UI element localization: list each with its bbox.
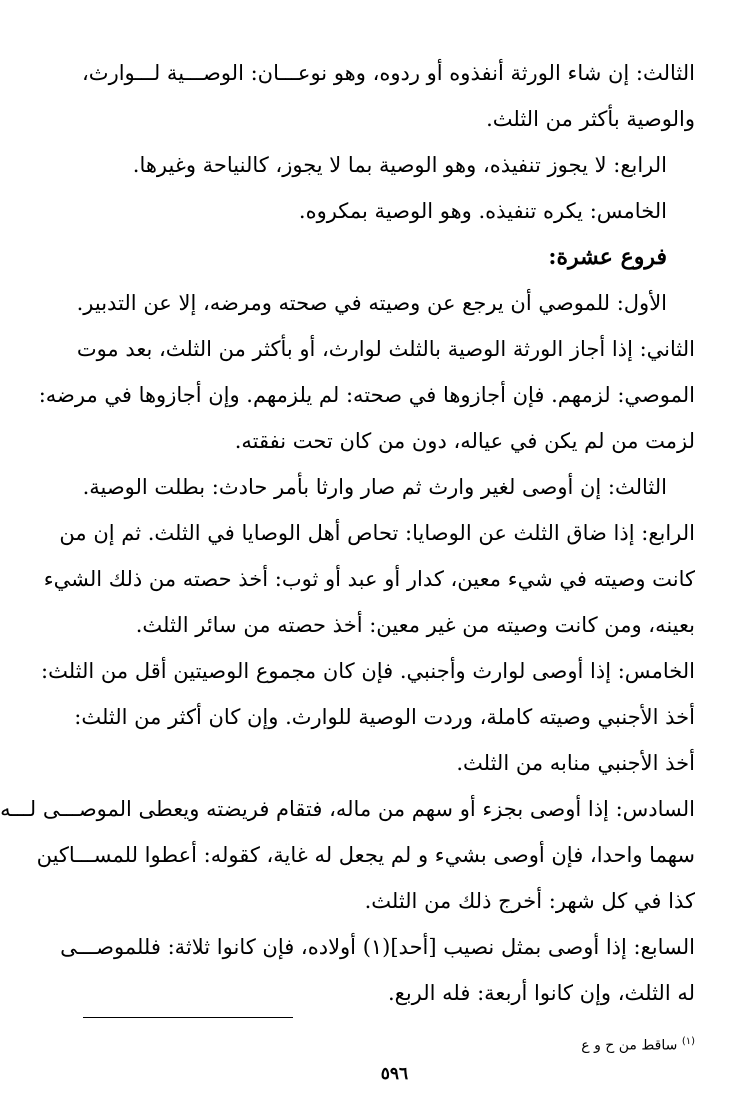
text-line: الثاني: إذا أجاز الورثة الوصية بالثلث لوارث، أو بأكثر من الثلث، بعد موت	[76, 337, 695, 361]
section-heading: فروع عشرة:	[548, 244, 667, 270]
text-line: له الثلث، وإن كانوا أربعة: فله الربع.	[387, 981, 695, 1005]
footnote-text: ساقط من ح و ع	[581, 1037, 678, 1054]
page-number: ٥٩٦	[380, 1064, 409, 1084]
footnote-marker: (١)	[681, 1036, 695, 1047]
text-line: أخذ الأجنبي وصيته كاملة، وردت الوصية للوارث. وإن كان أكثر من الثلث:	[74, 705, 695, 729]
text-line: أخذ الأجنبي منابه من الثلث.	[456, 751, 695, 775]
text-line: الثالث: إن شاء الورثة أنفذوه أو ردوه، وهو نوعـــان: الوصـــية لـــوارث،	[82, 61, 695, 85]
text-line: والوصية بأكثر من الثلث.	[486, 107, 695, 131]
text-line: كذا في كل شهر: أخرج ذلك من الثلث.	[364, 889, 695, 913]
text-line: كانت وصيته في شيء معين، كدار أو عبد أو ثوب: أخذ حصته من ذلك الشيء	[43, 567, 695, 591]
text-line: بعينه، ومن كانت وصيته من غير معين: أخذ حصته من سائر الثلث.	[135, 613, 695, 637]
text-line: لزمت من لم يكن في عياله، دون من كان تحت نفقته.	[234, 429, 695, 453]
page-body	[0, 50, 695, 1016]
footnote	[83, 1032, 695, 1056]
footnote-divider	[83, 1017, 293, 1018]
text-line: الخامس: يكره تنفيذه. وهو الوصية بمكروه.	[298, 199, 667, 223]
text-line: الثالث: إن أوصى لغير وارث ثم صار وارثا بأمر حادث: بطلت الوصية.	[82, 475, 667, 499]
text-line: السادس: إذا أوصى بجزء أو سهم من ماله، فتقام فريضته ويعطى الموصـــى لـــه	[0, 797, 695, 821]
text-line: سهما واحدا، فإن أوصى بشيء و لم يجعل له غاية، كقوله: أعطوا للمســـاكين	[36, 843, 695, 867]
text-line: الموصي: لزمهم. فإن أجازوها في صحته: لم يلزمهم. وإن أجازوها في مرضه:	[38, 383, 695, 407]
text-line: الخامس: إذا أوصى لوارث وأجنبي. فإن كان مجموع الوصيتين أقل من الثلث:	[41, 659, 695, 683]
text-line: السابع: إذا أوصى بمثل نصيب [أحد](١) أولاده، فإن كانوا ثلاثة: فللموصـــى	[60, 935, 695, 959]
text-line: الأول: للموصي أن يرجع عن وصيته في صحته ومرضه، إلا عن التدبير.	[76, 291, 667, 315]
text-line: الرابع: إذا ضاق الثلث عن الوصايا: تحاص أهل الوصايا في الثلث. ثم إن من	[59, 521, 695, 545]
text-line: الرابع: لا يجوز تنفيذه، وهو الوصية بما لا يجوز، كالنياحة وغيرها.	[132, 153, 667, 177]
